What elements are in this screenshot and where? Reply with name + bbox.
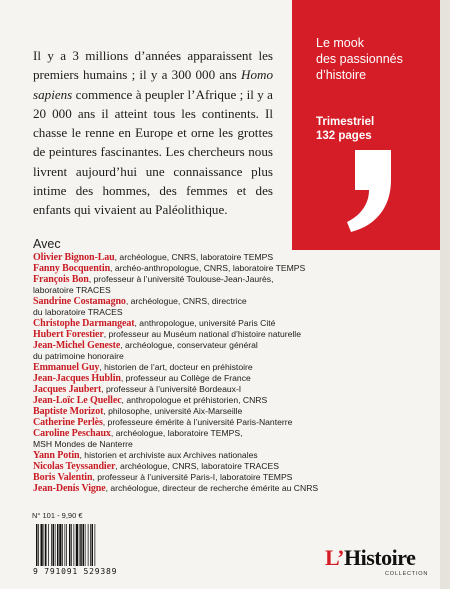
- barcode-bar: [44, 524, 45, 566]
- barcode-bar: [41, 524, 43, 566]
- contributor-role: MSH Mondes de Nanterre: [33, 439, 133, 450]
- contributor-role: , philosophe, université Aix-Marseille: [103, 406, 243, 417]
- contributor-name: Olivier Bignon-Lau: [33, 252, 115, 263]
- contributor-role: , professeur à l’université Paris-I, laboratoire TEMPS: [92, 472, 293, 483]
- contributor-row: [33, 461, 333, 472]
- contributor-row: [33, 340, 333, 351]
- contributor-role: , archéologue, CNRS, laboratoire TEMPS: [114, 252, 274, 262]
- contributor-row: [33, 252, 333, 263]
- contributor-role: , archéologue, CNRS, laboratoire TRACES: [115, 461, 279, 472]
- tagline-line: Le mook: [316, 36, 364, 50]
- contributor-row: [33, 373, 333, 384]
- barcode-bar: [36, 524, 38, 566]
- contributor-name: Jacques Jaubert: [33, 384, 102, 396]
- contributor-role: , professeur à l’université Bordeaux-I: [101, 384, 242, 395]
- contributor-name: Fanny Bocquentin: [33, 263, 111, 275]
- issue-price: N° 101 - 9,90 €: [32, 511, 83, 520]
- barcode-bar: [65, 524, 66, 566]
- avec-heading: Avec: [33, 237, 61, 251]
- barcode-bar: [95, 524, 96, 566]
- contributor-role: , archéologue, laboratoire TEMPS,: [110, 428, 243, 439]
- contributor-role: , anthropologue, université Paris Cité: [134, 318, 276, 329]
- tagline-line: des passionnés: [316, 52, 403, 66]
- contributor-name: Jean-Jacques Hublin: [33, 373, 121, 385]
- logo-collection: COLLECTION: [385, 571, 429, 577]
- barcode-bar: [55, 524, 56, 566]
- barcode-bar: [88, 524, 89, 566]
- contributor-role: , professeure émérite à l’université Paris-Nanterre: [102, 417, 293, 428]
- intro-text-2: commence à peupler l’Afrique ; il y a 20 000 ans il atteint tous les continents. Il chasse le renne en Europe et orne les grottes de peintures fascinantes. Les chercheurs nous livrent aujourd’hui une connaissance plus intime des hommes, des femmes et des enfants qui vivaient au Paléolithique.: [33, 86, 273, 218]
- barcode-bar: [79, 524, 80, 566]
- contributor-row: [33, 329, 333, 340]
- logo-prefix: L’: [325, 545, 344, 570]
- publication-info: [316, 115, 374, 143]
- contributor-row: [33, 450, 333, 461]
- contributor-name: Christophe Darmangeat: [33, 318, 135, 330]
- contributor-name: Boris Valentin: [33, 472, 93, 484]
- barcode-bar: [51, 524, 52, 566]
- contributor-name: Emmanuel Guy: [33, 362, 100, 374]
- contributor-row: [33, 417, 333, 428]
- contributor-role: , archéo-anthropologue, CNRS, laboratoire TEMPS: [110, 263, 306, 274]
- tagline: [316, 35, 436, 83]
- contributor-name: François Bon: [33, 274, 89, 286]
- contributor-row: [33, 406, 333, 417]
- barcode-bar: [45, 524, 47, 566]
- contributor-row: [33, 274, 333, 285]
- isbn-number: 9 791091 529389: [33, 567, 118, 576]
- barcode-icon: [36, 524, 116, 570]
- contributor-row: [33, 285, 333, 296]
- contributor-name: Yann Potin: [33, 450, 80, 462]
- contributor-role: du laboratoire TRACES: [33, 307, 123, 318]
- contributor-role: , professeur à l’université Toulouse-Jean-Jaurès,: [88, 274, 274, 285]
- intro-italic: Homo sapiens: [33, 67, 273, 102]
- contributor-name: Jean-Michel Geneste: [33, 340, 121, 352]
- logo-name: Histoire: [343, 545, 416, 570]
- contributor-role: , archéologue, CNRS, directrice: [125, 296, 247, 307]
- contributor-row: [33, 439, 333, 450]
- contributor-name: Sandrine Costamagno: [33, 296, 126, 308]
- barcode-bar: [74, 524, 75, 566]
- contributor-name: Caroline Peschaux: [33, 428, 111, 440]
- contributor-role: , archéologue, directeur de recherche émérite au CNRS: [105, 483, 319, 494]
- contributor-name: Baptiste Morizot: [33, 406, 104, 418]
- contributor-row: [33, 472, 333, 483]
- spine-edge: [440, 0, 450, 589]
- contributor-name: Catherine Perlès: [33, 417, 103, 429]
- contributor-role: , archéologue, conservateur général: [120, 340, 258, 351]
- quote-mark-icon: [345, 150, 395, 232]
- barcode-bar: [76, 524, 78, 566]
- contributor-role: , historien et archiviste aux Archives nationales: [79, 450, 258, 461]
- lhistoire-logo: [325, 545, 429, 585]
- barcode-bar: [80, 524, 82, 566]
- frequency-label: Trimestriel: [316, 116, 375, 128]
- contributor-role: , professeur au Muséum national d’histoire naturelle: [103, 329, 301, 340]
- barcode-bar: [57, 524, 59, 566]
- contributor-role: , professeur au Collège de France: [120, 373, 251, 384]
- contributor-role: laboratoire TRACES: [33, 285, 111, 296]
- contributor-row: [33, 384, 333, 395]
- pages-label: 132 pages: [316, 130, 372, 142]
- barcode-bar: [69, 524, 71, 566]
- contributor-row: [33, 351, 333, 362]
- contributor-row: [33, 362, 333, 373]
- contributor-role: , historien de l’art, docteur en préhistoire: [99, 362, 253, 373]
- contributor-name: Jean-Denis Vigne: [33, 483, 106, 495]
- contributor-row: [33, 307, 333, 318]
- tagline-line: d’histoire: [316, 68, 367, 82]
- contributor-row: [33, 318, 333, 329]
- barcode-bar: [85, 524, 86, 566]
- barcode-bar: [90, 524, 91, 566]
- intro-text-1: Il y a 3 millions d’années apparaissent les premiers humains ; il y a 300 000 ans: [33, 48, 273, 83]
- contributor-role: du patrimoine honoraire: [33, 351, 124, 362]
- barcode-bar: [83, 524, 85, 566]
- barcode-bar: [48, 524, 49, 566]
- contributor-name: Nicolas Teyssandier: [33, 461, 116, 473]
- barcode-bar: [53, 524, 55, 566]
- contributor-name: Hubert Forestier: [33, 329, 104, 341]
- intro-paragraph: [33, 46, 273, 220]
- contributor-row: [33, 483, 333, 494]
- barcode-bar: [59, 524, 61, 566]
- contributor-row: [33, 296, 333, 307]
- contributors-list: [33, 252, 333, 494]
- barcode-bar: [66, 524, 67, 566]
- barcode-bar: [62, 524, 63, 566]
- contributor-role: , anthropologue et préhistorien, CNRS: [121, 395, 268, 406]
- contributor-name: Jean-Loïc Le Quellec: [33, 395, 122, 407]
- logo-wordmark: [325, 545, 415, 571]
- barcode-bar: [71, 524, 72, 566]
- contributor-row: [33, 263, 333, 274]
- barcode-bar: [38, 524, 39, 566]
- contributor-row: [33, 395, 333, 406]
- contributor-row: [33, 428, 333, 439]
- barcode-bar: [92, 524, 94, 566]
